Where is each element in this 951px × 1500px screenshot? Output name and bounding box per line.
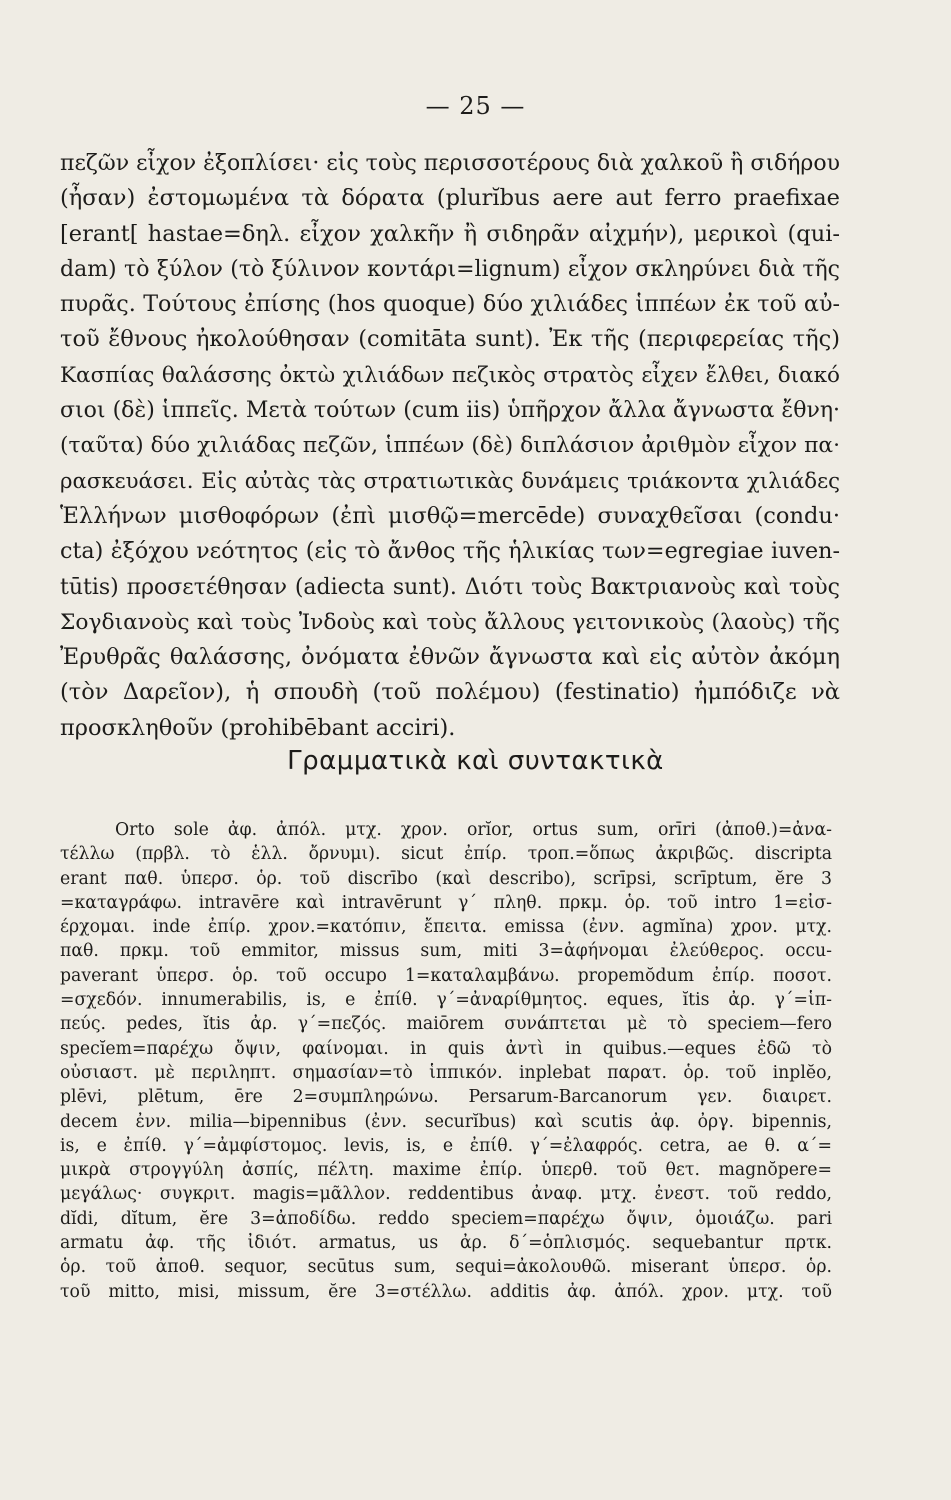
page-number: — 25 —	[425, 92, 526, 120]
text-line: τοῦ ἔθνους ἠκολούθησαν (comitāta sunt). Ἐκ τῆς (περιφερείας τῆς)	[60, 326, 840, 353]
vocab-line: μικρὰ στρογγύλη ἀσπίς, πέλτη. maxime ἐπίρ. ὑπερθ. τοῦ θετ. magnŏpere=	[60, 1160, 832, 1181]
vocab-line: Orto sole ἀφ. ἀπόλ. μτχ. χρον. orĭor, ortus sum, orīri (ἀποθ.)=ἀνα-	[115, 820, 832, 840]
text-line: (τὸν Δαρεῖον), ἡ σπουδὴ (τοῦ πολέμου) (festinatio) ἠμπόδιζε νὰ	[60, 679, 840, 706]
text-line: tūtis) προσετέθησαν (adiecta sunt). Διότι τοὺς Βακτριανοὺς καὶ τοὺς	[60, 574, 840, 600]
vocab-line: πεύς. pedes, ĭtis ἀρ. γ΄=πεζός. maiōrem συνάπτεται μὲ τὸ speciem—fero	[60, 1014, 832, 1035]
text-line: Ἐρυθρᾶς θαλάσσης, ὀνόματα ἐθνῶν ἄγνωστα καὶ εἰς αὐτὸν ἀκόμη	[60, 644, 840, 671]
text-line: πυρᾶς. Τούτους ἐπίσης (hos quoque) δύο χιλιάδες ἱππέων ἐκ τοῦ αὐ-	[60, 291, 840, 318]
vocab-line: armatu ἀφ. τῆς ἰδιότ. armatus, us ἀρ. δ΄=ὁπλισμός. sequebantur πρτκ.	[60, 1233, 832, 1254]
vocab-line: erant παθ. ὑπερσ. ὁρ. τοῦ discrībo (καὶ describo), scrīpsi, scrīptum, ĕre 3	[60, 868, 832, 889]
text-line: Σογδιανοὺς καὶ τοὺς Ἰνδοὺς καὶ τοὺς ἄλλους γειτονικοὺς (λαοὺς) τῆς	[60, 609, 840, 635]
vocab-line: μεγάλως· συγκριτ. magis=μᾶλλον. reddentibus ἀναφ. μτχ. ἐνεστ. τοῦ reddo,	[60, 1184, 832, 1205]
text-line: dam) τὸ ξύλον (τὸ ξύλινον κοντάρι=lignum) εἶχον σκληρύνει διὰ τῆς	[60, 256, 840, 282]
text-line: προσκληθοῦν (prohibēbant acciri).	[60, 714, 456, 741]
vocab-line: ὁρ. τοῦ ἀποθ. sequor, secūtus sum, sequi=ἀκολουθῶ. miserant ὑπερσ. ὁρ.	[60, 1257, 832, 1278]
text-line: Κασπίας θαλάσσης ὀκτὼ χιλιάδων πεζικὸς στρατὸς εἶχεν ἔλθει, διακό	[60, 362, 840, 388]
vocab-line: =σχεδόν. innumerabilis, is, e ἐπίθ. γ΄=ἀναρίθμητος. eques, ĭtis ἀρ. γ΄=ἱπ-	[60, 990, 832, 1011]
vocab-line: οὐσιαστ. μὲ περιληπτ. σημασίαν=τὸ ἱππικόν. inplebat παρατ. ὁρ. τοῦ inplĕo,	[60, 1062, 832, 1083]
vocab-line: dĭdi, dĭtum, ĕre 3=ἀποδίδω. reddo speciem=παρέχω ὄψιν, ὁμοιάζω. pari	[60, 1208, 832, 1229]
vocabulary-notes	[60, 818, 832, 1304]
main-text-block	[60, 146, 840, 746]
vocab-line: specĭem=παρέχω ὄψιν, φαίνομαι. in quis ἀντὶ in quibus.—eques ἐδῶ τὸ	[60, 1038, 832, 1059]
vocab-line: =καταγράφω. intravēre καὶ intravērunt γ΄ πληθ. πρκμ. ὁρ. τοῦ intro 1=εἰσ-	[60, 892, 832, 913]
text-line: cta) ἐξόχου νεότητος (εἰς τὸ ἄνθος τῆς ἡλικίας των=egregiae iuven-	[60, 538, 840, 565]
vocab-line: έρχομαι. inde ἐπίρ. χρον.=κατόπιν, ἔπειτα. emissa (ἐνν. agmĭna) χρον. μτχ.	[60, 917, 832, 938]
section-heading: Γραμματικὰ καὶ συντακτικὰ	[287, 746, 664, 776]
text-line: ρασκευάσει. Εἰς αὐτὰς τὰς στρατιωτικὰς δυνάμεις τριάκοντα χιλιάδες	[60, 468, 840, 494]
vocab-line: paverant ὑπερσ. ὁρ. τοῦ occupo 1=καταλαμβάνω. propemŏdum ἐπίρ. ποσοτ.	[60, 965, 832, 986]
vocab-line: decem ἐνν. milia—bipennibus (ἐνν. securĭbus) καὶ scutis ἀφ. ὀργ. bipennis,	[60, 1111, 832, 1132]
vocab-line: παθ. πρκμ. τοῦ emmitor, missus sum, miti 3=ἀφήνομαι ἐλεύθερος. occu-	[60, 941, 832, 962]
vocab-line: τοῦ mitto, misi, missum, ĕre 3=στέλλω. additis ἀφ. ἀπόλ. χρον. μτχ. τοῦ	[60, 1281, 832, 1302]
text-line: (ἦσαν) ἐστομωμένα τὰ δόρατα (plurĭbus aere aut ferro praefixae	[60, 185, 840, 212]
vocab-line: τέλλω (πρβλ. τὸ ἑλλ. ὄρνυμι). sicut ἐπίρ. τροπ.=ὅπως ἀκριβῶς. discripta	[60, 844, 832, 865]
vocab-line: is, e ἐπίθ. γ΄=ἀμφίστομος. levis, is, e ἐπίθ. γ΄=ἐλαφρός. cetra, ae θ. α΄=	[60, 1135, 832, 1156]
text-line: Ἑλλήνων μισθοφόρων (ἐπὶ μισθῷ=mercēde) συναχθεῖσαι (condu·	[60, 502, 840, 529]
vocab-line: plēvi, plētum, ēre 2=συμπληρώνω. Persarum-Barcanorum γεν. διαιρετ.	[60, 1087, 832, 1108]
text-line: (ταῦτα) δύο χιλιάδας πεζῶν, ἱππέων (δὲ) διπλάσιον ἀριθμὸν εἶχον πα·	[60, 433, 840, 459]
text-line: [erant[ hastae=δηλ. εἶχον χαλκῆν ἢ σιδηρᾶν αἰχμήν), μερικοὶ (qui-	[60, 220, 840, 247]
text-line: πεζῶν εἶχον ἐξοπλίσει· εἰς τοὺς περισσοτέρους διὰ χαλκοῦ ἢ σιδήρου	[60, 151, 840, 176]
text-line: σιοι (δὲ) ἱππεῖς. Μετὰ τούτων (cum iis) ὑπῆρχον ἄλλα ἄγνωστα ἔθνη·	[60, 398, 840, 424]
